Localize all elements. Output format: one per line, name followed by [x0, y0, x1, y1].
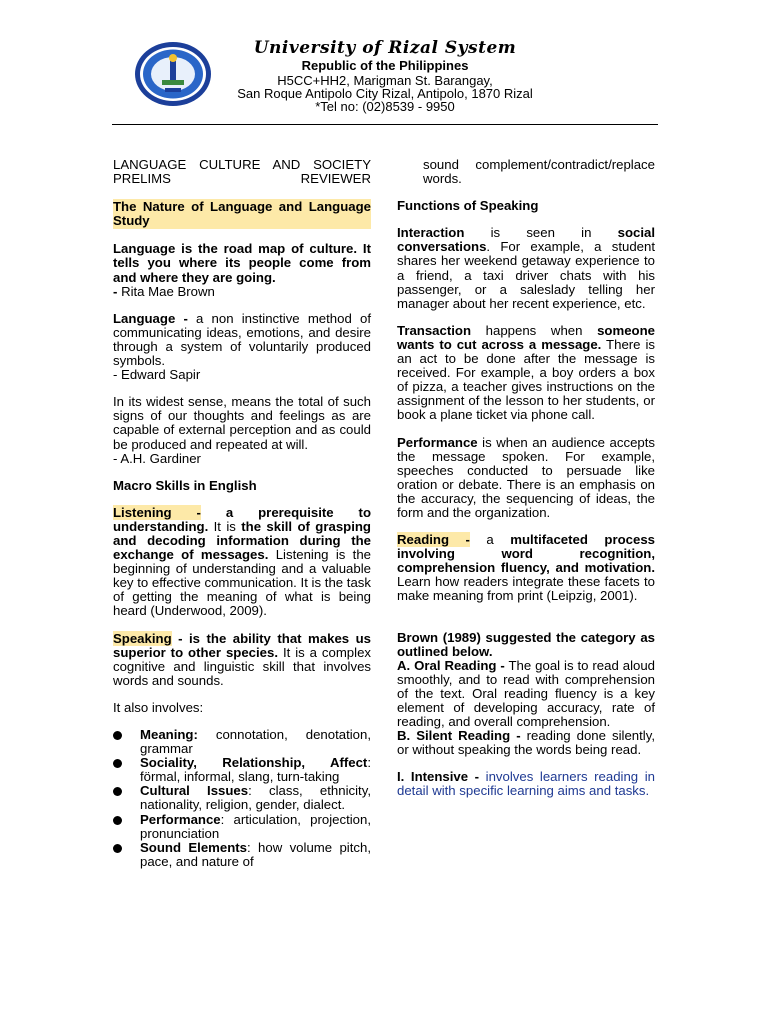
- document-title: LANGUAGE CULTURE AND SOCIETY PRELIMS REVIEWER: [113, 157, 371, 187]
- university-name: University of Rizal System: [253, 38, 517, 58]
- bullet-continuation: sound complement/contradict/replace words.: [423, 157, 655, 187]
- silent-reading-paragraph: B. Silent Reading - reading done silently, or without speaking the words being read.: [397, 728, 655, 758]
- bullet-icon: [113, 844, 122, 853]
- list-item: Cultural Issues: class, ethnicity, nationality, religion, gender, dialect.: [113, 784, 371, 812]
- bullet-icon: [113, 787, 122, 796]
- address-line-1: H5CC+HH2, Marigman St. Barangay,: [277, 73, 493, 88]
- definition-gardiner: In its widest sense, means the total of such signs of our thoughts and feelings as are capable of external perception and as could be produced and repeated at will. - A.H. Gardiner: [113, 394, 371, 466]
- transaction-paragraph: Transaction happens when someone wants to cut across a message. There is an act to be done after the message is received. For example, a boy orders a box of pizza, a teacher gives instructions on the assignment of the lesson to her students, or book a plane ticket via phone call.: [397, 322, 655, 423]
- bullet-icon: [113, 816, 122, 825]
- oral-reading-paragraph: A. Oral Reading - The goal is to read aloud smoothly, and to read with comprehension of the text. Oral reading fluency is a key element of developing accuracy, rate of reading, and overall comprehension.: [397, 657, 655, 730]
- section-heading-macro-skills: Macro Skills in English: [113, 477, 257, 493]
- right-column: [397, 158, 655, 812]
- section-heading-functions: Functions of Speaking: [397, 198, 539, 214]
- bullet-icon: [113, 759, 122, 768]
- republic-line: Republic of the Philippines: [301, 58, 469, 73]
- definition-sapir: Language - a non instinctive method of communicating ideas, emotions, and desire through a system of voluntarily produced symbols. - Edward Sapir: [113, 310, 371, 383]
- quote-rita-mae-brown: Language is the road map of culture. It tells you where its people come from and where they are going. - Rita Mae Brown: [113, 241, 371, 299]
- left-column: [113, 158, 371, 869]
- intensive-reading-paragraph: I. Intensive - involves learners reading in detail with specific learning aims and tasks.: [397, 769, 655, 799]
- address-line-2: San Roque Antipolo City Rizal, Antipolo, 1870 Rizal: [237, 86, 533, 101]
- also-involves-label: It also involves:: [113, 699, 204, 715]
- bullet-icon: [113, 731, 122, 740]
- list-item: Sound Elements: how volume pitch, pace, and nature of: [113, 841, 371, 869]
- section-heading-nature: The Nature of Language and Language Study: [113, 199, 371, 229]
- list-item: Meaning: connotation, denotation, grammar: [113, 728, 371, 756]
- listening-paragraph: Listening - a prerequisite to understanding. It is the skill of grasping and decoding information during the exchange of messages. Listening is the beginning of understanding and a valuable key to effective communication. It is the task of getting the meaning of what is being heard (Underwood, 2009).: [113, 504, 371, 619]
- header-divider: [112, 124, 658, 125]
- list-item: Performance: articulation, projection, pronunciation: [113, 813, 371, 841]
- speaking-paragraph: Speaking - is the ability that makes us superior to other species. It is a complex cognitive and linguistic skill that involves words and sounds.: [113, 630, 371, 688]
- brown-heading: Brown (1989) suggested the category as outlined below.: [397, 629, 655, 659]
- reading-paragraph: Reading - a multifaceted process involving word recognition, comprehension fluency, and motivation. Learn how readers integrate these facets to make meaning from print (Leipzig, 2001).: [397, 532, 656, 604]
- list-item: Sociality, Relationship, Affect: förmal, informal, slang, turn-taking: [113, 756, 371, 784]
- speaking-elements-list: [113, 728, 371, 869]
- telephone-line: *Tel no: (02)8539 - 9950: [315, 99, 455, 114]
- interaction-paragraph: Interaction is seen in social conversations. For example, a student shares her weekend getaway experience to a friend, a taxi driver chats with his passenger, or a saleslady telling her manager about her recent experience, etc.: [397, 225, 655, 311]
- performance-paragraph: Performance is when an audience accepts the message spoken. For example, speeches conducted to persuade like oration or debate. There is an emphasis on the accuracy, the sequencing of ideas, the form and the organization.: [397, 434, 655, 520]
